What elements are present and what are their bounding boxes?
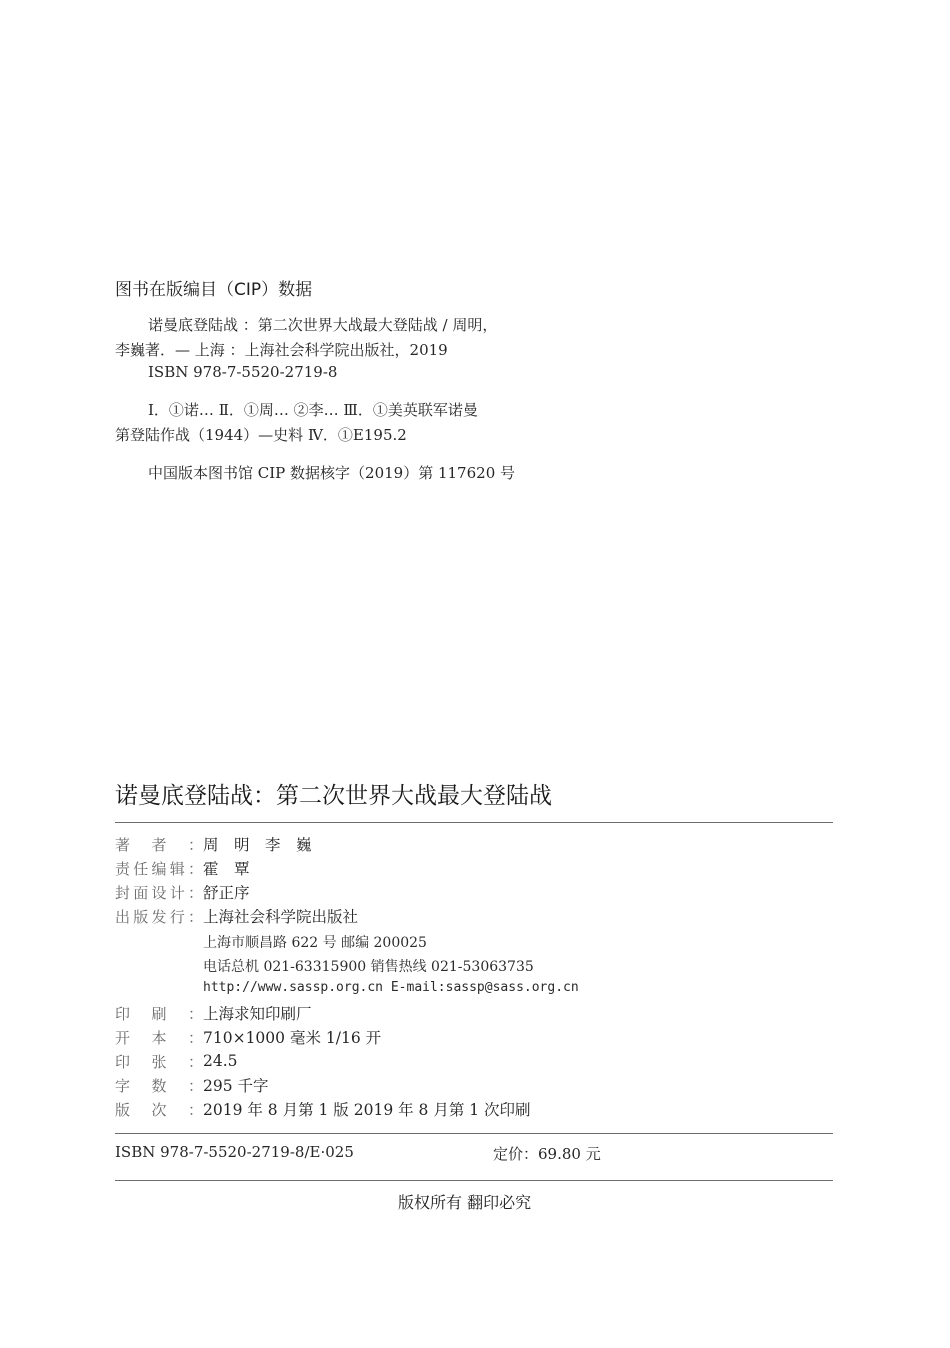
spec-value: 24.5 <box>203 1052 238 1070</box>
cip-subject-line-1: Ⅰ．①诺… Ⅱ．①周… ②李… Ⅲ．①美英联军诺曼 <box>148 401 478 419</box>
spec-row <box>115 1002 312 1024</box>
spec-value: 295 千字 <box>203 1077 269 1095</box>
spec-row <box>115 1026 381 1048</box>
label-char: 版 <box>133 907 149 926</box>
label-char: 辑 <box>169 859 185 878</box>
cip-title-line: 诺曼底登陆战 ：第二次世界大战最大登陆战 / 周明， <box>148 316 498 334</box>
label-char: 封 <box>115 883 131 902</box>
label-colon: ： <box>187 859 203 878</box>
credit-value: 舒正序 <box>203 884 250 902</box>
spec-value: 2019 年 8 月第 1 版 2019 年 8 月第 1 次印刷 <box>203 1101 531 1119</box>
label-colon: ： <box>187 1100 203 1119</box>
label-char: 本 <box>151 1028 167 1047</box>
specs-divider <box>115 1133 833 1134</box>
title-divider <box>115 822 833 823</box>
label-char: 编 <box>151 859 167 878</box>
publisher-web-email: http://www.sassp.org.cn E-mail:sassp@sass.org.cn <box>203 980 579 995</box>
credit-value: 周 明 李 巍 <box>203 836 312 854</box>
cip-subject-line-2: 第登陆作战（1944）—史料 Ⅳ．①E195.2 <box>115 426 407 444</box>
label-colon: ： <box>187 1052 203 1071</box>
label-char: 任 <box>133 859 149 878</box>
credit-row <box>115 881 250 903</box>
credit-row <box>115 833 312 855</box>
credit-value: 上海社会科学院出版社 <box>203 908 359 926</box>
label-char: 开 <box>115 1028 131 1047</box>
publisher-phone: 电话总机 021-63315900 销售热线 021-53063735 <box>203 959 534 975</box>
label-colon: ： <box>187 1004 203 1023</box>
label-char: 印 <box>115 1004 131 1023</box>
spec-label <box>115 1027 203 1048</box>
credit-label <box>115 834 203 855</box>
label-char: 者 <box>151 835 167 854</box>
copyright-notice: 版权所有 翻印必究 <box>398 1193 532 1212</box>
footer-price: 定价：69.80 元 <box>493 1145 601 1163</box>
cip-isbn-line: ISBN 978-7-5520-2719-8 <box>148 363 338 381</box>
label-char: 著 <box>115 835 131 854</box>
spec-label <box>115 1099 203 1120</box>
cip-author-line: 李巍著．— 上海 ：上海社会科学院出版社，2019 <box>115 341 448 359</box>
label-colon: ： <box>187 1076 203 1095</box>
spec-label <box>115 1075 203 1096</box>
spec-label <box>115 1051 203 1072</box>
spec-value: 上海求知印刷厂 <box>203 1005 312 1023</box>
label-char: 版 <box>115 1100 131 1119</box>
label-char: 发 <box>151 907 167 926</box>
footer-divider <box>115 1180 833 1181</box>
credit-row <box>115 857 250 879</box>
credit-value: 霍 覃 <box>203 860 250 878</box>
publisher-address: 上海市顺昌路 622 号 邮编 200025 <box>203 935 427 951</box>
label-colon: ： <box>187 907 203 926</box>
spec-label <box>115 1003 203 1024</box>
label-char: 设 <box>151 883 167 902</box>
label-char: 刷 <box>151 1004 167 1023</box>
spec-row <box>115 1050 238 1072</box>
label-char: 行 <box>169 907 185 926</box>
label-colon: ： <box>187 835 203 854</box>
footer-isbn: ISBN 978-7-5520-2719-8/E·025 <box>115 1143 354 1161</box>
label-char: 计 <box>169 883 185 902</box>
cip-heading: 图书在版编目（CIP）数据 <box>115 280 313 300</box>
label-char: 字 <box>115 1076 131 1095</box>
label-colon: ： <box>187 883 203 902</box>
label-char: 张 <box>151 1052 167 1071</box>
spec-value: 710×1000 毫米 1/16 开 <box>203 1029 382 1047</box>
label-char: 面 <box>133 883 149 902</box>
label-colon: ： <box>187 1028 203 1047</box>
book-title: 诺曼底登陆战：第二次世界大战最大登陆战 <box>115 783 552 809</box>
spec-row <box>115 1074 269 1096</box>
credit-label <box>115 906 203 927</box>
label-char: 次 <box>151 1100 167 1119</box>
credit-row <box>115 905 358 927</box>
credit-label <box>115 858 203 879</box>
label-char: 出 <box>115 907 131 926</box>
label-char: 责 <box>115 859 131 878</box>
spec-row <box>115 1098 531 1120</box>
label-char: 印 <box>115 1052 131 1071</box>
credit-label <box>115 882 203 903</box>
label-char: 数 <box>151 1076 167 1095</box>
cip-record-number: 中国版本图书馆 CIP 数据核字（2019）第 117620 号 <box>148 464 516 482</box>
